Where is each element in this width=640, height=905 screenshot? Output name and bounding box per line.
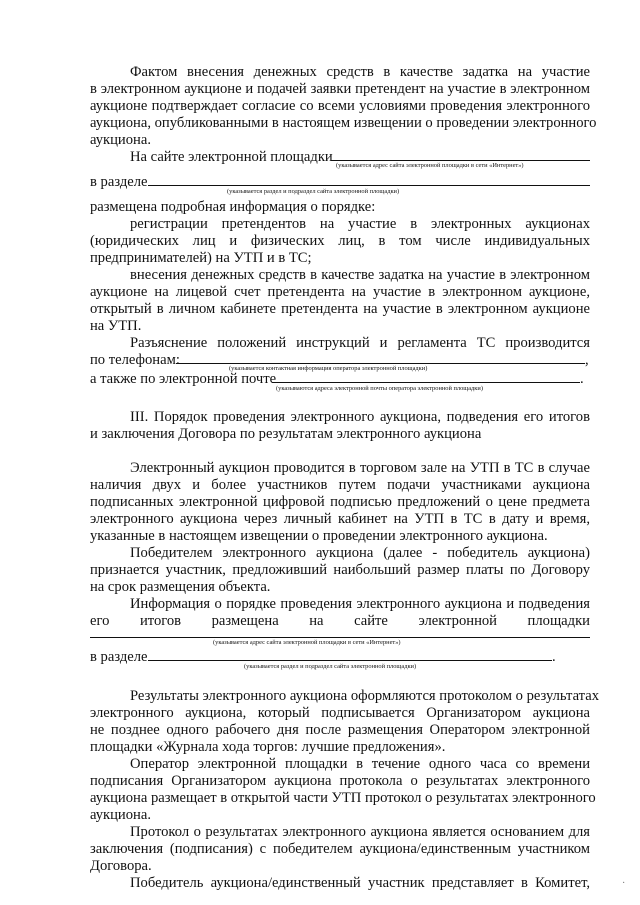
auction-line: подписанных электронной цифровой подписью предложений о цене предмета [90, 494, 590, 510]
info-line: Информация о порядке проведения электронного аукциона и подведения [130, 596, 590, 612]
phone-caption: (указывается контактная информация оператора электронной площадки) [229, 365, 428, 372]
site-label: На сайте электронной площадки [130, 149, 333, 165]
protocol-line: заключения (подписания) с победителем аукциона/единственным участником [90, 841, 590, 857]
site-caption-2: (указывается адрес сайта электронной площадки в сети «Интернет») [213, 639, 401, 646]
results-line: электронного аукциона, который подписывается Организатором аукциона [90, 705, 590, 721]
deposit-line: внесения денежных средств в качестве задатка на участие в электронном [130, 267, 590, 283]
paragraph-line: аукциона. [90, 132, 151, 148]
section-caption-2: (указывается раздел и подраздел сайта электронной площадки) [244, 663, 417, 670]
registration-line: (юридических лиц и физических лиц, в том числе индивидуальных [90, 233, 590, 249]
deposit-line: на УТП. [90, 318, 142, 334]
phone-end: , [585, 352, 589, 368]
paragraph-line: аукциона, опубликованными в настоящем извещении о проведении электронного [90, 115, 597, 131]
operator-line: подписания Организатором аукциона протокола о результатах электронного [90, 773, 590, 789]
operator-line: аукциона. [90, 807, 151, 823]
margin-mark: · [622, 878, 626, 889]
site-blank [331, 160, 590, 161]
results-line: Результаты электронного аукциона оформляются протоколом о результатах [130, 688, 599, 704]
email-caption: (указываются адреса электронной почты оператора электронной площадки) [276, 385, 483, 392]
site-blank-2 [90, 637, 590, 638]
protocol-line: Протокол о результатах электронного аукциона является основанием для [130, 824, 590, 840]
section-label: в разделе [90, 174, 148, 190]
section-blank [148, 185, 590, 186]
last-line: Победитель аукциона/единственный участник представляет в Комитет, [130, 875, 590, 891]
registration-line: предпринимателей) на УТП и в ТС; [90, 250, 312, 266]
section-label-2: в разделе [90, 649, 148, 665]
registration-line: регистрации претендентов на участие в электронных аукционах [130, 216, 590, 232]
info-line: его итогов размещена на сайте электронной площадки [90, 613, 590, 629]
phone-blank [176, 363, 585, 364]
winner-line: признается участник, предложивший наибольший размер платы по Договору [90, 562, 590, 578]
auction-line: указанные в настоящем извещении о проведении электронного аукциона. [90, 528, 548, 544]
email-end: . [580, 371, 584, 387]
section-heading: III. Порядок проведения электронного аукциона, подведения его итогов [130, 409, 590, 425]
deposit-line: аукционе на лицевой счет претендента на участие в электронном аукционе, [90, 284, 590, 300]
email-label: а также по электронной почте [90, 371, 277, 387]
section-end-2: . [552, 649, 556, 665]
auction-line: Электронный аукцион проводится в торговом зале на УТП в ТС в случае [130, 460, 590, 476]
explanation-line: Разъяснение положений инструкций и регламента ТС производится [130, 335, 590, 351]
operator-line: Оператор электронной площадки в течение одного часа со времени [130, 756, 590, 772]
paragraph-line: в электронном аукционе и подачей заявки претендент на участие в электронном [90, 81, 590, 97]
section-heading: и заключения Договора по результатам электронного аукциона [90, 426, 482, 442]
winner-line: Победителем электронного аукциона (далее - победитель аукциона) [130, 545, 590, 561]
winner-line: на срок размещения объекта. [90, 579, 271, 595]
explanation-line: по телефонам: [90, 352, 180, 368]
info-intro: размещена подробная информация о порядке: [90, 199, 376, 215]
results-line: не позднее одного рабочего дня после размещения Оператором электронной [90, 722, 590, 738]
section-caption: (указывается раздел и подраздел сайта электронной площадки) [227, 188, 400, 195]
paragraph-line: аукционе подтверждает согласие со всеми условиями проведения электронного [90, 98, 590, 114]
protocol-line: Договора. [90, 858, 152, 874]
section-blank-2 [148, 660, 552, 661]
auction-line: электронного аукциона через личный кабинет на УТП в ТС в дату и время, [90, 511, 590, 527]
operator-line: аукциона размещает в открытой части УТП протокол о результатах электронного [90, 790, 596, 806]
results-line: площадки «Журнала хода торгов: лучшие предложения». [90, 739, 446, 755]
paragraph-line: Фактом внесения денежных средств в качестве задатка на участие [130, 64, 590, 80]
auction-line: наличия двух и более участников путем подачи участниками аукциона [90, 477, 590, 493]
deposit-line: открытый в личном кабинете претендента на участие в электронном аукционе [90, 301, 590, 317]
site-caption: (указывается адрес сайта электронной площадки в сети «Интернет») [336, 162, 524, 169]
email-blank [272, 382, 580, 383]
